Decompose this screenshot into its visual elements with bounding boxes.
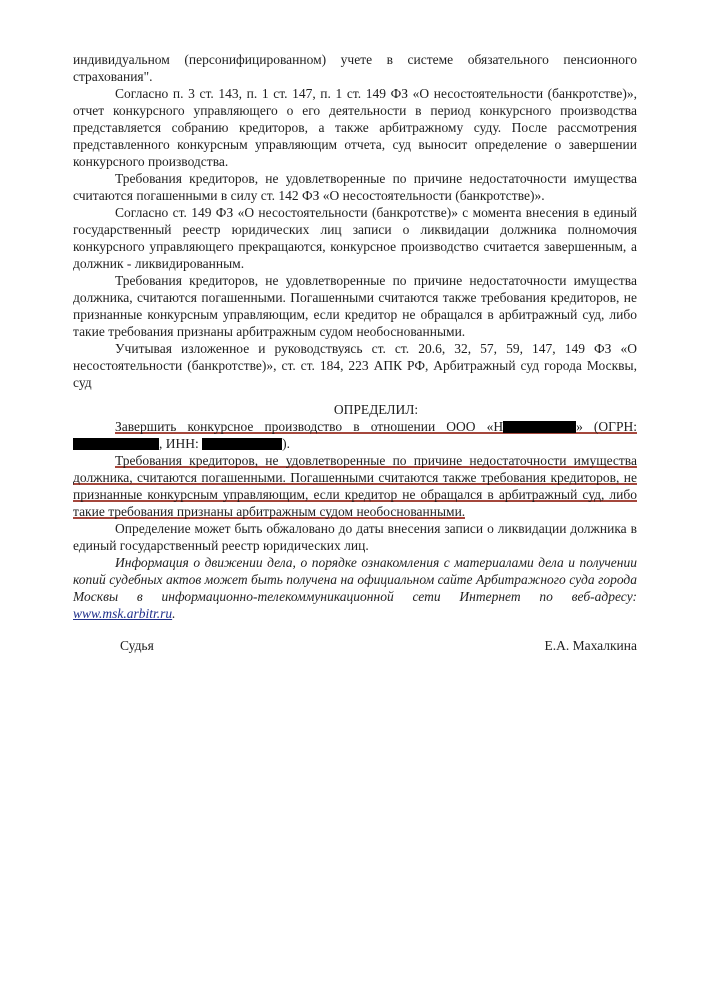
paragraph-case-info-website [73,554,637,622]
case-info-text: Информация о движении дела, о порядке ознакомления с материалами дела и получении копий судебных актов может быть получена на официальном сайте Арбитражного суда города Москвы в информационно-телекоммуникационной сети Интернет по веб-адресу: [73,555,637,604]
ruling-line-complete-bankruptcy [73,418,637,435]
redaction-box-inn-value [202,438,282,450]
document-text-block [73,51,637,654]
judge-label: Судья [120,638,154,653]
paragraph-legal-basis-art-143-147-149: Согласно п. 3 ст. 143, п. 1 ст. 147, п. 1 ст. 149 ФЗ «О несостоятельности (банкротстве)», отчет конкурсного управляющего о его деятельности в период конкурсного производства представляется собранию кредиторов, а также арбитражному суду. После рассмотрения представленного конкурсным управляющим отчета, суд выносит определение о завершении конкурсного производства. [73,86,637,169]
case-info-period: . [172,606,176,621]
ruling-text-inn-label: , ИНН: [159,436,203,451]
ruling-text-before-company: Завершить конкурсное производство в отношении ООО «Н [115,419,504,434]
paragraph-unsatisfied-claims: Требования кредиторов, не удовлетворенные по причине недостаточности имущества должника, считаются погашенными. Погашенными считаются также требования кредиторов, не признанные конкурсным управляющим, если кредитор не обращался в арбитражный суд, либо такие требования признаны арбитражным судом необоснованными. [73,273,637,339]
ruling-heading-opredelil: ОПРЕДЕЛИЛ: [333,402,419,417]
paragraph-liquidation-art-149: Согласно ст. 149 ФЗ «О несостоятельности (банкротстве)» с момента внесения в единый государственный реестр юридических лиц записи о ликвидации должника полномочия конкурсного управляющего прекращаются, конкурсное производство считается завершенным, а должник - ликвидированным. [73,205,637,271]
paragraph-claims-settled-art-142: Требования кредиторов, не удовлетворенные по причине недостаточности имущества считаются погашенными в силу ст. 142 ФЗ «О несостоятельности (банкротстве)». [73,171,637,203]
paragraph-appeal-deadline: Определение может быть обжаловано до даты внесения записи о ликвидации должника в единый государственный реестр юридических лиц. [73,521,637,553]
paragraph-considering-provisions: Учитывая изложенное и руководствуясь ст. ст. 20.6, 32, 57, 59, 147, 149 ФЗ «О несостоятельности (банкротстве)», ст. ст. 184, 223 АПК РФ, Арбитражный суд города Москвы, суд [73,341,637,390]
judge-name: Е.А. Махалкина [544,638,637,653]
ruling-text-after-company: » (ОГРН: [576,419,637,434]
ruling-line-ogrn-inn [73,435,637,452]
signature-row [73,637,637,654]
court-website-link[interactable]: www.msk.arbitr.ru [73,606,173,621]
red-underlined-ruling-line [115,419,637,434]
redaction-box-ogrn-value [73,438,159,450]
paragraph-continuation-pension-insurance: индивидуальном (персонифицированном) учете в системе обязательного пенсионного страхования". [73,52,637,84]
redaction-box-company-name [503,421,576,433]
ruling-text-closing-paren: ). [282,436,290,451]
red-underlined-claims-text: Требования кредиторов, не удовлетворенные по причине недостаточности имущества должника, считаются погашенными. Погашенными считаются также требования кредиторов, не признанные конкурсным управляющим, если кредитор не обращался в арбитражный суд, либо такие требования признаны арбитражным судом необоснованными. [73,453,637,519]
paragraph-ruling-unsatisfied-claims [73,452,637,520]
